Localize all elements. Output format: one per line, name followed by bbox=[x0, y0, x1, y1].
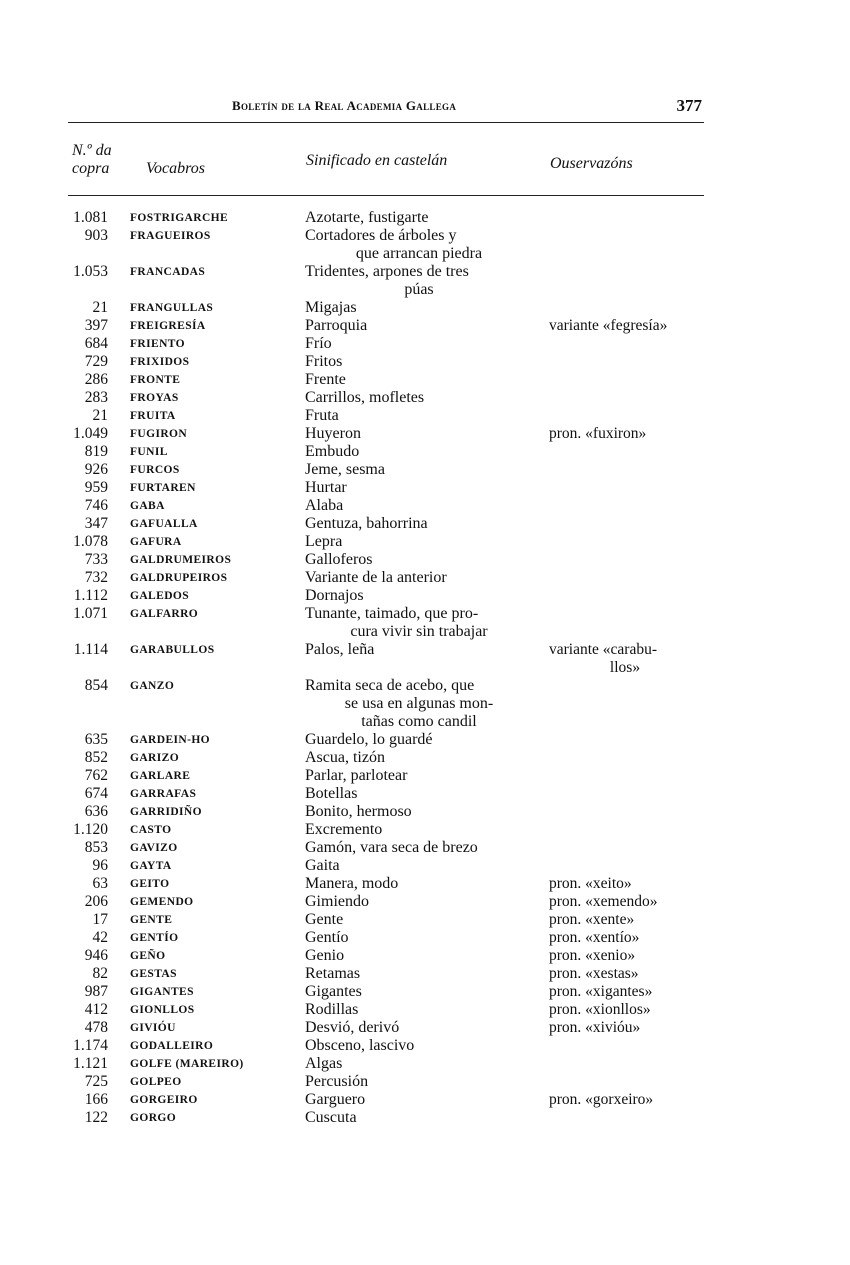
table-header-rule bbox=[68, 195, 704, 196]
entry-word: FURTAREN bbox=[130, 482, 196, 494]
entry-meaning: Hurtar bbox=[305, 479, 347, 496]
entry-word: FRANGULLAS bbox=[130, 302, 214, 314]
entry-note: pron. «xemendo» bbox=[549, 893, 658, 910]
table-row bbox=[0, 965, 850, 983]
entry-meaning: Tridentes, arpones de tres púas bbox=[305, 263, 469, 298]
entry-number: 946 bbox=[84, 947, 108, 964]
entry-word: GARDEIN-HO bbox=[130, 734, 211, 746]
entry-number: 926 bbox=[84, 461, 108, 478]
entry-number: 1.049 bbox=[73, 425, 108, 442]
entry-meaning: Variante de la anterior bbox=[305, 569, 447, 586]
table-row bbox=[0, 1073, 850, 1091]
table-row bbox=[0, 839, 850, 857]
journal-title: Boletín de la Real Academia Gallega bbox=[232, 98, 457, 113]
table-row bbox=[0, 749, 850, 767]
table-row bbox=[0, 389, 850, 407]
entry-word: GAFUALLA bbox=[130, 518, 198, 530]
table-row bbox=[0, 299, 850, 317]
entry-number: 17 bbox=[92, 911, 108, 928]
entry-word: GARABULLOS bbox=[130, 644, 215, 656]
entry-meaning: Fritos bbox=[305, 353, 343, 370]
entry-number: 82 bbox=[92, 965, 108, 982]
entry-word: GEITO bbox=[130, 878, 170, 890]
table-row bbox=[0, 605, 850, 641]
entry-number: 166 bbox=[84, 1091, 108, 1108]
entry-word: GARIZO bbox=[130, 752, 180, 764]
table-row bbox=[0, 893, 850, 911]
table-row bbox=[0, 479, 850, 497]
entry-meaning: Bonito, hermoso bbox=[305, 803, 412, 820]
entry-note: pron. «xeito» bbox=[549, 875, 632, 892]
entry-number: 397 bbox=[84, 317, 108, 334]
entry-word: GARRIDIÑO bbox=[130, 806, 202, 818]
entry-meaning: Ramita seca de acebo, que se usa en algunas mon- tañas como candil bbox=[305, 677, 494, 730]
entry-meaning: Cortadores de árboles y que arrancan piedra bbox=[305, 227, 483, 262]
entry-meaning: Gaita bbox=[305, 857, 340, 874]
entry-note: pron. «xestas» bbox=[549, 965, 639, 982]
entry-meaning: Percusión bbox=[305, 1073, 369, 1090]
entry-meaning: Retamas bbox=[305, 965, 361, 982]
table-row bbox=[0, 227, 850, 263]
entry-number: 746 bbox=[84, 497, 108, 514]
entry-meaning: Lepra bbox=[305, 533, 343, 550]
entry-note: pron. «xigantes» bbox=[549, 983, 653, 1000]
entry-number: 286 bbox=[84, 371, 108, 388]
entry-meaning: Embudo bbox=[305, 443, 360, 460]
table-row bbox=[0, 371, 850, 389]
entry-word: FURCOS bbox=[130, 464, 180, 476]
table-row bbox=[0, 1019, 850, 1037]
table-row bbox=[0, 929, 850, 947]
table-row bbox=[0, 209, 850, 227]
entry-meaning: Frente bbox=[305, 371, 346, 388]
entry-number: 903 bbox=[84, 227, 108, 244]
entry-note: pron. «gorxeiro» bbox=[549, 1091, 654, 1108]
page-number: 377 bbox=[676, 96, 702, 115]
entry-note: pron. «xenio» bbox=[549, 947, 636, 964]
entry-number: 853 bbox=[84, 839, 108, 856]
table-row bbox=[0, 947, 850, 965]
entry-word: FOSTRIGARCHE bbox=[130, 212, 229, 224]
entry-meaning: Parlar, parlotear bbox=[305, 767, 408, 784]
table-row bbox=[0, 875, 850, 893]
entry-note: variante «carabu- llos» bbox=[549, 641, 658, 676]
entry-word: GENTÍO bbox=[130, 932, 179, 944]
entry-meaning: Cuscuta bbox=[305, 1109, 357, 1126]
header-rule bbox=[68, 122, 704, 123]
table-row bbox=[0, 515, 850, 533]
entry-meaning: Galloferos bbox=[305, 551, 373, 568]
entry-word: GENTE bbox=[130, 914, 173, 926]
entry-number: 852 bbox=[84, 749, 108, 766]
entry-note: variante «fegresía» bbox=[549, 317, 668, 334]
entry-number: 987 bbox=[84, 983, 108, 1000]
entry-meaning: Alaba bbox=[305, 497, 344, 514]
entry-number: 1.120 bbox=[73, 821, 108, 838]
column-header-word: Vocabros bbox=[146, 160, 205, 177]
entry-meaning: Migajas bbox=[305, 299, 357, 316]
entry-word: GAYTA bbox=[130, 860, 172, 872]
entry-meaning: Gentío bbox=[305, 929, 349, 946]
table-row bbox=[0, 1109, 850, 1127]
entry-word: GANZO bbox=[130, 680, 175, 692]
table-row bbox=[0, 803, 850, 821]
entry-word: CASTO bbox=[130, 824, 172, 836]
entry-word: FROYAS bbox=[130, 392, 179, 404]
entry-meaning: Huyeron bbox=[305, 425, 361, 442]
entry-word: GOLPEO bbox=[130, 1076, 182, 1088]
entry-word: FRIENTO bbox=[130, 338, 185, 350]
table-row bbox=[0, 731, 850, 749]
entry-number: 96 bbox=[92, 857, 108, 874]
table-row bbox=[0, 551, 850, 569]
entry-note: pron. «xivióu» bbox=[549, 1019, 641, 1036]
entry-word: FRIXIDOS bbox=[130, 356, 190, 368]
table-row bbox=[0, 461, 850, 479]
entry-meaning: Palos, leña bbox=[305, 641, 375, 658]
entry-number: 725 bbox=[84, 1073, 108, 1090]
entry-number: 733 bbox=[84, 551, 108, 568]
entry-word: GIGANTES bbox=[130, 986, 194, 998]
entry-meaning: Frío bbox=[305, 335, 332, 352]
entry-number: 347 bbox=[84, 515, 108, 532]
entry-meaning: Algas bbox=[305, 1055, 343, 1072]
entry-word: GOLFE (MAREIRO) bbox=[130, 1058, 244, 1070]
entry-meaning: Gamón, vara seca de brezo bbox=[305, 839, 478, 856]
table-row bbox=[0, 407, 850, 425]
entry-meaning: Gimiendo bbox=[305, 893, 369, 910]
entry-meaning: Desvió, derivó bbox=[305, 1019, 400, 1036]
table-row bbox=[0, 785, 850, 803]
entry-number: 635 bbox=[84, 731, 108, 748]
entry-word: GABA bbox=[130, 500, 165, 512]
entry-number: 674 bbox=[84, 785, 108, 802]
entry-word: GAVIZO bbox=[130, 842, 178, 854]
entry-word: GORGO bbox=[130, 1112, 177, 1124]
entry-meaning: Obsceno, lascivo bbox=[305, 1037, 415, 1054]
table-row bbox=[0, 425, 850, 443]
entry-number: 21 bbox=[92, 407, 108, 424]
entry-word: GODALLEIRO bbox=[130, 1040, 214, 1052]
entry-number: 42 bbox=[92, 929, 108, 946]
entry-word: FRAGUEIROS bbox=[130, 230, 211, 242]
entry-word: GESTAS bbox=[130, 968, 177, 980]
entry-meaning: Excremento bbox=[305, 821, 383, 838]
entry-meaning: Jeme, sesma bbox=[305, 461, 385, 478]
entry-number: 478 bbox=[84, 1019, 108, 1036]
entry-number: 1.053 bbox=[73, 263, 108, 280]
vocabulary-table bbox=[0, 209, 850, 1127]
entry-meaning: Guardelo, lo guardé bbox=[305, 731, 433, 748]
entry-number: 729 bbox=[84, 353, 108, 370]
entry-word: GIVIÓU bbox=[130, 1022, 176, 1034]
entry-number: 1.078 bbox=[73, 533, 108, 550]
entry-number: 1.114 bbox=[73, 641, 108, 658]
table-row bbox=[0, 677, 850, 731]
table-row bbox=[0, 767, 850, 785]
entry-word: FREIGRESÍA bbox=[130, 320, 206, 332]
table-row bbox=[0, 641, 850, 677]
table-row bbox=[0, 1037, 850, 1055]
entry-number: 636 bbox=[84, 803, 108, 820]
column-header-num: N.º da copra bbox=[72, 142, 112, 177]
entry-word: GIONLLOS bbox=[130, 1004, 195, 1016]
entry-number: 1.112 bbox=[73, 587, 108, 604]
entry-note: pron. «xentío» bbox=[549, 929, 640, 946]
entry-word: GALEDOS bbox=[130, 590, 190, 602]
entry-number: 63 bbox=[92, 875, 108, 892]
entry-meaning: Rodillas bbox=[305, 1001, 359, 1018]
entry-meaning: Gente bbox=[305, 911, 344, 928]
table-row bbox=[0, 497, 850, 515]
entry-meaning: Garguero bbox=[305, 1091, 366, 1108]
entry-number: 762 bbox=[84, 767, 108, 784]
entry-note: pron. «xionllos» bbox=[549, 1001, 651, 1018]
entry-meaning: Dornajos bbox=[305, 587, 364, 604]
table-row bbox=[0, 857, 850, 875]
entry-number: 1.174 bbox=[73, 1037, 108, 1054]
entry-meaning: Tunante, taimado, que pro- cura vivir sin trabajar bbox=[305, 605, 488, 640]
entry-word: GORGEIRO bbox=[130, 1094, 198, 1106]
table-row bbox=[0, 353, 850, 371]
table-row bbox=[0, 1091, 850, 1109]
table-row bbox=[0, 1001, 850, 1019]
entry-note: pron. «fuxiron» bbox=[549, 425, 647, 442]
table-row bbox=[0, 569, 850, 587]
entry-number: 684 bbox=[84, 335, 108, 352]
entry-word: FRONTE bbox=[130, 374, 181, 386]
column-header-meaning: Sinificado en castelán bbox=[306, 152, 448, 169]
entry-number: 959 bbox=[84, 479, 108, 496]
entry-word: GALDRUMEIROS bbox=[130, 554, 232, 566]
entry-word: GARRAFAS bbox=[130, 788, 197, 800]
entry-word: GARLARE bbox=[130, 770, 191, 782]
entry-word: GEÑO bbox=[130, 950, 166, 962]
entry-meaning: Parroquia bbox=[305, 317, 368, 334]
table-row bbox=[0, 911, 850, 929]
entry-number: 732 bbox=[84, 569, 108, 586]
table-row bbox=[0, 821, 850, 839]
entry-word: FRANCADAS bbox=[130, 266, 206, 278]
entry-number: 122 bbox=[84, 1109, 108, 1126]
entry-meaning: Ascua, tizón bbox=[305, 749, 385, 766]
entry-meaning: Fruta bbox=[305, 407, 339, 424]
entry-number: 21 bbox=[92, 299, 108, 316]
entry-word: GALDRUPEIROS bbox=[130, 572, 228, 584]
entry-word: FUGIRON bbox=[130, 428, 188, 440]
entry-number: 854 bbox=[84, 677, 108, 694]
entry-meaning: Gentuza, bahorrina bbox=[305, 515, 428, 532]
entry-meaning: Genio bbox=[305, 947, 345, 964]
entry-word: GAFURA bbox=[130, 536, 182, 548]
entry-word: GALFARRO bbox=[130, 608, 199, 620]
entry-number: 206 bbox=[84, 893, 108, 910]
entry-number: 1.121 bbox=[73, 1055, 108, 1072]
column-header-notes: Ouservazóns bbox=[550, 155, 633, 172]
entry-meaning: Azotarte, fustigarte bbox=[305, 209, 429, 226]
entry-word: FUNIL bbox=[130, 446, 168, 458]
entry-number: 412 bbox=[84, 1001, 108, 1018]
entry-meaning: Botellas bbox=[305, 785, 358, 802]
entry-number: 1.081 bbox=[73, 209, 108, 226]
table-row bbox=[0, 1055, 850, 1073]
table-row bbox=[0, 983, 850, 1001]
table-row bbox=[0, 443, 850, 461]
entry-word: GEMENDO bbox=[130, 896, 194, 908]
entry-note: pron. «xente» bbox=[549, 911, 635, 928]
entry-meaning: Carrillos, mofletes bbox=[305, 389, 425, 406]
table-row bbox=[0, 263, 850, 299]
table-row bbox=[0, 317, 850, 335]
entry-number: 819 bbox=[84, 443, 108, 460]
entry-meaning: Manera, modo bbox=[305, 875, 399, 892]
entry-number: 1.071 bbox=[73, 605, 108, 622]
table-row bbox=[0, 533, 850, 551]
entry-meaning: Gigantes bbox=[305, 983, 362, 1000]
entry-word: FRUITA bbox=[130, 410, 176, 422]
entry-number: 283 bbox=[84, 389, 108, 406]
table-row bbox=[0, 587, 850, 605]
running-header bbox=[68, 96, 704, 118]
table-row bbox=[0, 335, 850, 353]
